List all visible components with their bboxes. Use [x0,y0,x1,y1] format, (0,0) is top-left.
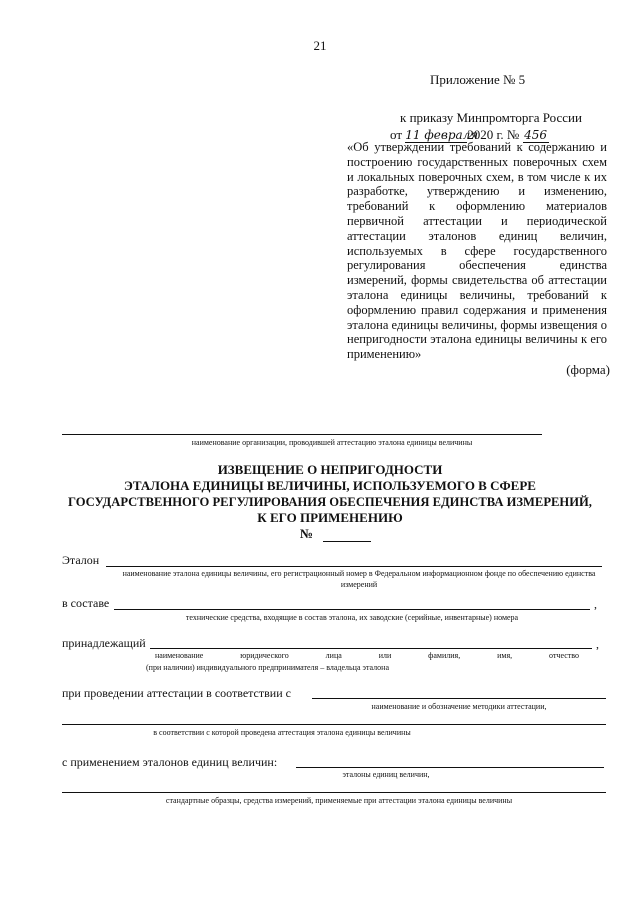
attestation-line-2 [62,724,606,725]
composition-label: в составе [62,596,110,610]
standards-caption: эталоны единиц величин, [342,770,430,779]
attestation-line [312,698,606,699]
document-title-line-3: ГОСУДАРСТВЕННОГО РЕГУЛИРОВАНИЯ ОБЕСПЕЧЕНИЯ ЕДИНСТВА ИЗМЕРЕНИЙ, [68,495,592,509]
notice-number [300,526,380,542]
page-number: 21 [313,38,327,53]
etalon-caption: наименование эталона единицы величины, его регистрационный номер в Федеральном информационном фонде по обеспечению единства измерений [122,569,596,589]
standards-label: с применением эталонов единиц величин: [62,755,278,769]
etalon-line [106,566,602,567]
document-title-line-4: К ЕГО ПРИМЕНЕНИЮ [257,510,403,525]
etalon-label: Эталон [62,553,100,567]
owner-line [150,648,592,649]
order-title: «Об утверждении требований к содержанию и построению государственных поверочных схем и локальных поверочных схем, в том числе к их разработке, утверждению и изменению, требований к оформлению материалов первичной аттестации и периодической аттестации эталонов единиц величин, используемых в сфере государственного регулирования обеспечения единства измерений, формы свидетельства об аттестации эталона единицы величины, требований к оформлению правил содержания и применения эталона единицы величины, формы извещения о непригодности эталона единицы величины к его применению» [347,140,607,362]
organization-line [62,434,542,435]
notice-number-label: № [300,526,314,541]
composition-line [114,609,590,610]
standards-caption-2: стандартные образцы, средства измерений, применяемые при аттестации эталона единицы величины [165,796,513,805]
composition-caption: технические средства, входящие в состав эталона, их заводские (серийные, инвентарные) номера [185,613,519,622]
handwritten-order-number: 456 [524,128,547,142]
owner-comma: , [596,637,599,651]
attestation-caption-2: в соответствии с которой проведена аттестация эталона единицы величины [153,728,411,737]
order-reference: к приказу Минпромторга России [400,110,582,125]
form-note: (форма) [566,362,610,377]
attestation-label: при проведении аттестации в соответствии с [62,686,291,700]
composition-comma: , [594,597,597,611]
organization-caption: наименование организации, проводившей аттестацию эталона единицы величины [191,438,473,447]
document-title-line-2: ЭТАЛОНА ЕДИНИЦЫ ВЕЛИЧИНЫ, ИСПОЛЬЗУЕМОГО В СФЕРЕ [124,478,536,493]
handwritten-date: 11 февраля [405,128,479,142]
notice-number-line [323,541,371,542]
standards-line-2 [62,792,606,793]
attestation-caption: наименование и обозначение методики аттестации, [371,702,547,711]
owner-label: принадлежащий [62,636,146,650]
standards-line [296,767,604,768]
date-suffix: 2020 г. № [467,127,520,142]
owner-caption-line-2: (при наличии) индивидуального предпринимателя – владельца эталона [146,663,389,672]
date-prefix: от [390,127,403,142]
document-title-line-1: ИЗВЕЩЕНИЕ О НЕПРИГОДНОСТИ [217,462,443,477]
owner-caption-line-1: наименование юридического лица или фамилия, имя, отчество [155,651,579,660]
appendix-label: Приложение № 5 [430,72,526,87]
